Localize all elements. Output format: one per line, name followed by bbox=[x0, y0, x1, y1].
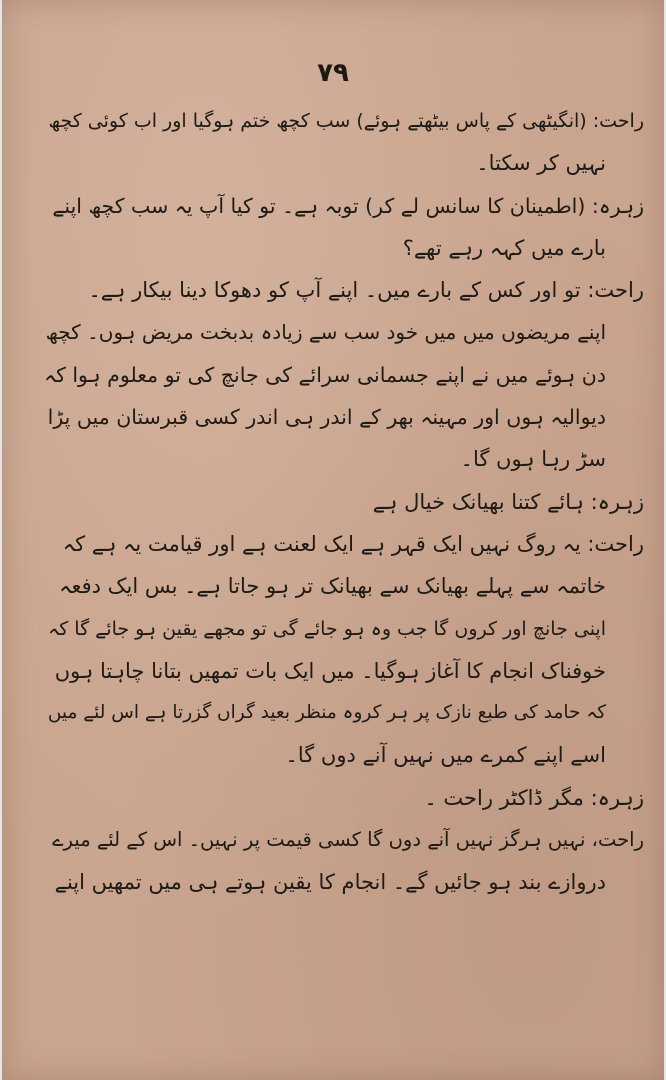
text-line: خاتمہ سے پہلے بھیانک سے بھیانک تر ہو جاتا ہے۔ بس ایک دفعہ bbox=[59, 574, 606, 599]
text-line: نہیں کر سکتا۔ bbox=[476, 151, 606, 176]
text-line: بارے میں کہہ رہے تھے؟ bbox=[402, 235, 606, 260]
text-line: اسے اپنے کمرے میں نہیں آنے دوں گا۔ bbox=[285, 743, 606, 768]
text-line: دن ہوئے میں نے اپنے جسمانی سرائے کی جانچ کی تو معلوم ہوا کہ bbox=[44, 362, 606, 387]
text-line: سڑ رہا ہوں گا۔ bbox=[460, 447, 606, 472]
text-line: اپنے مریضوں میں میں خود سب سے زیادہ بدبخت مریض ہوں۔ کچھ bbox=[45, 320, 606, 345]
text-line: راحت: (انگیٹھی کے پاس بیٹھتے ہوئے) سب کچھ ختم ہوگیا اور اب کوئی کچھ bbox=[48, 110, 644, 132]
text-line: زہرہ: (اطمینان کا سانس لے کر) توبہ ہے۔ تو کیا آپ یہ سب کچھ اپنے bbox=[52, 193, 644, 218]
text-line: راحت، نہیں ہرگز نہیں آنے دوں گا کسی قیمت پر نہیں۔ اس کے لئے میرے bbox=[52, 828, 644, 852]
book-page bbox=[2, 0, 664, 1080]
text-line: دروازے بند ہو جائیں گے۔ انجام کا یقین ہوتے ہی میں تمھیں اپنے bbox=[54, 870, 606, 895]
text-line: کہ حامد کی طبع نازک پر ہر کروہ منظر بعید گراں گزرتا ہے اس لئے میں bbox=[47, 702, 606, 724]
text-line: زہرہ: مگر ڈاکٹر راحت ۔ bbox=[424, 785, 644, 810]
text-line: اپنی جانچ اور کروں گا جب وہ ہو جائے گی تو مجھے یقین ہو جائے گا کہ bbox=[48, 617, 606, 640]
page-number: ۷۹ bbox=[317, 58, 349, 88]
text-line: راحت: یہ روگ نہیں ایک قہر ہے ایک لعنت ہے اور قیامت یہ ہے کہ bbox=[62, 531, 644, 556]
text-line: خوفناک انجام کا آغاز ہوگیا۔ میں ایک بات تمھیں بتانا چاہتا ہوں bbox=[54, 658, 606, 683]
page-text bbox=[44, 100, 644, 904]
text-line: دیوالیہ ہوں اور مہینہ بھر کے اندر ہی اندر کسی قبرستان میں پڑا bbox=[47, 405, 606, 430]
text-line: راحت: تو اور کس کے بارے میں۔ اپنے آپ کو دھوکا دینا بیکار ہے۔ bbox=[88, 278, 644, 303]
text-line: زہرہ: ہائے کتنا بھیانک خیال ہے bbox=[372, 489, 644, 514]
